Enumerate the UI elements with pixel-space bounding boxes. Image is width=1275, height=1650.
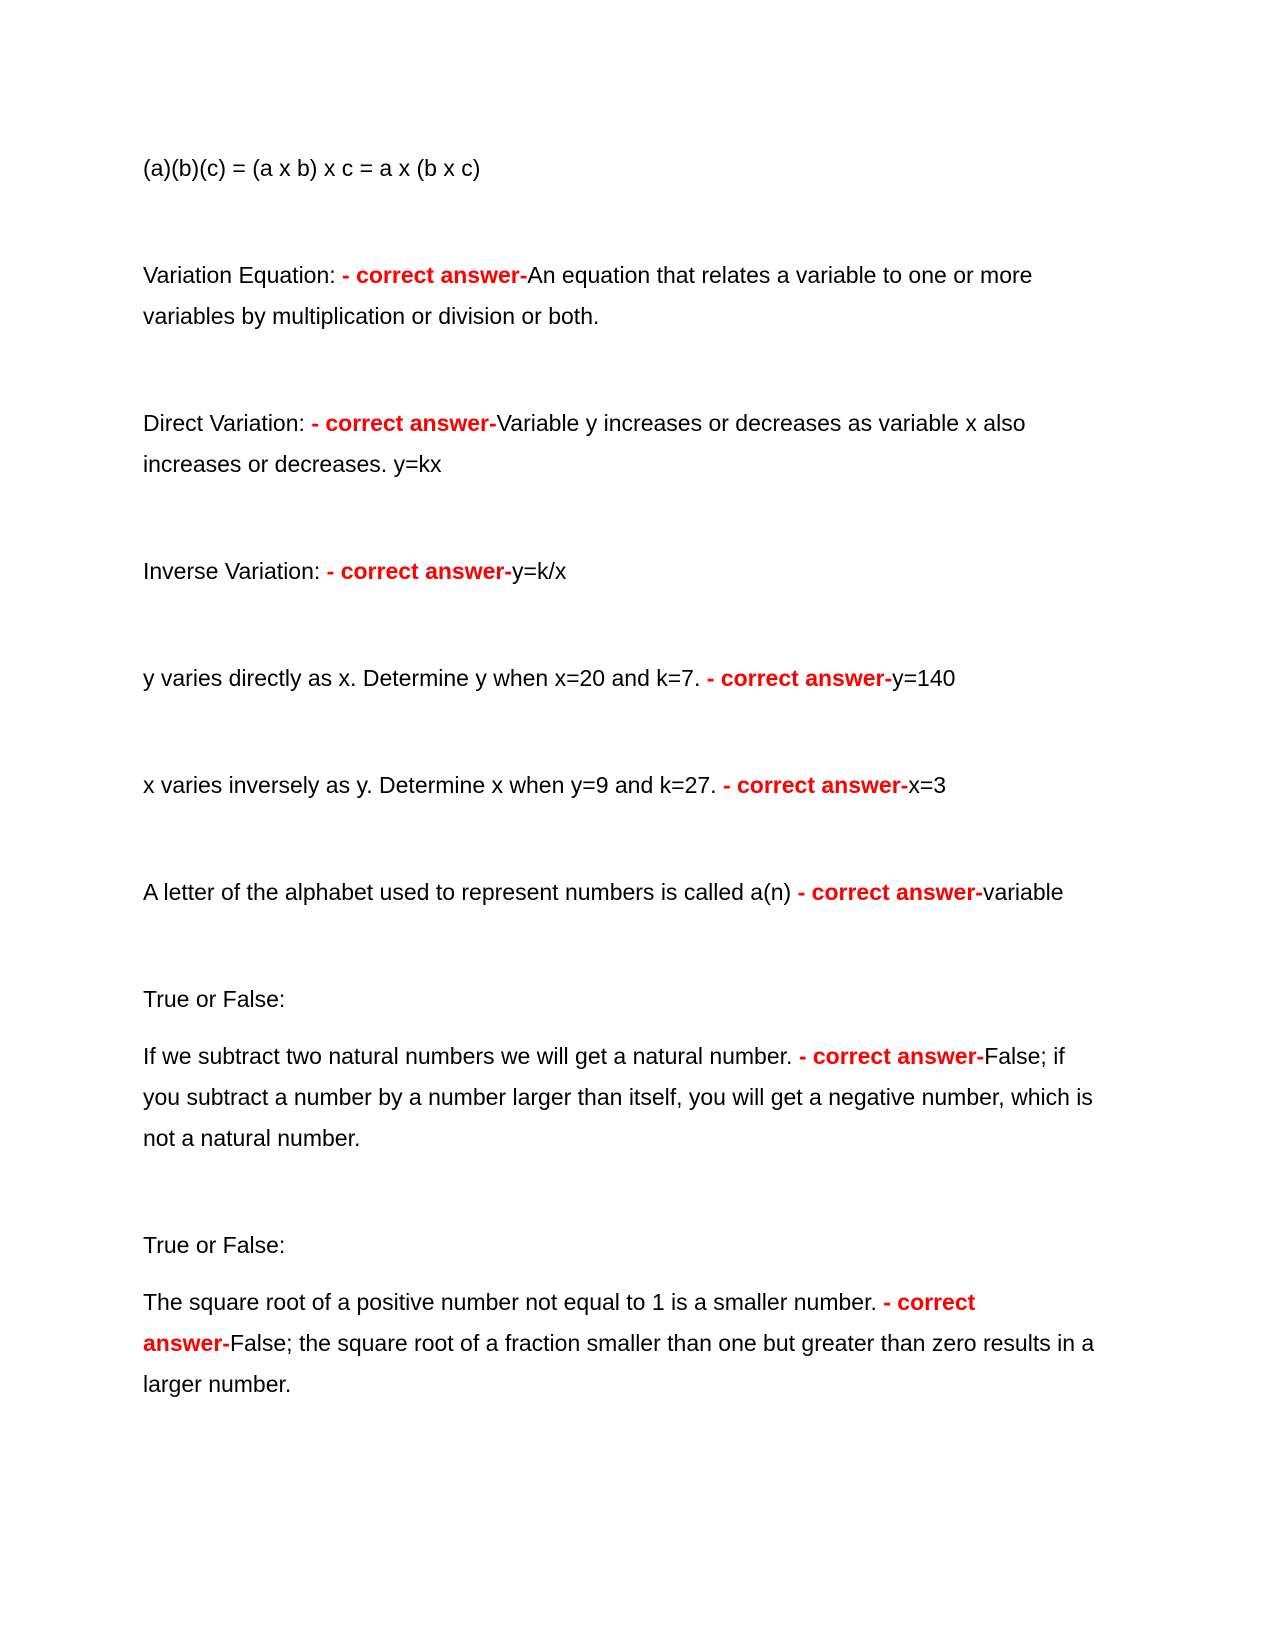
- text-run: x=3: [908, 772, 947, 798]
- text-run: True or False:: [143, 1232, 286, 1258]
- paragraph: [143, 148, 1103, 189]
- text-run: If we subtract two natural numbers we will get a natural number.: [143, 1043, 799, 1069]
- correct-answer-marker: - correct answer-: [798, 1043, 985, 1069]
- text-run: variable: [982, 879, 1064, 905]
- paragraph: [143, 979, 1103, 1020]
- text-run: y=k/x: [512, 558, 567, 584]
- text-run: A letter of the alphabet used to represent numbers is called a(n): [143, 879, 798, 905]
- text-run: y varies directly as x. Determine y when x=20 and k=7.: [143, 665, 707, 691]
- paragraph: [143, 255, 1103, 337]
- paragraph: [143, 765, 1103, 806]
- paragraph: [143, 872, 1103, 913]
- paragraph: [143, 403, 1103, 485]
- paragraph: [143, 1036, 1103, 1159]
- text-run: The square root of a positive number not equal to 1 is a smaller number.: [143, 1289, 884, 1315]
- text-run: ⁠False; if you subtract a number by a number larger than itself, you will get a negative number, which is not a natural number.: [143, 1043, 1093, 1151]
- text-run: y=140: [892, 665, 956, 691]
- text-run: (a)(b)(c) = (a x b) x c = a x (b x c): [143, 155, 481, 181]
- paragraph: [143, 551, 1103, 592]
- text-run: Inverse Variation:: [143, 558, 327, 584]
- correct-answer-marker: - correct answer-: [706, 665, 893, 691]
- correct-answer-marker: - correct answer-: [797, 879, 983, 905]
- paragraph: [143, 1282, 1103, 1405]
- text-run: An equation that relates a variable to one or more variables by multiplication or division or both.: [143, 262, 1033, 329]
- text-run: True or False:: [143, 986, 286, 1012]
- text-run: Variation Equation:: [143, 262, 343, 288]
- paragraph: [143, 1225, 1103, 1266]
- correct-answer-marker: - correct answer-: [722, 772, 909, 798]
- text-run: ⁠False; the square root of a fraction smaller than one but greater than zero results in a larger number.: [143, 1330, 1095, 1397]
- text-run: Direct Variation:: [143, 410, 312, 436]
- correct-answer-marker: - correct answer-: [326, 558, 513, 584]
- text-run: x varies inversely as y. Determine x when y=9 and k=27.: [143, 772, 723, 798]
- correct-answer-marker: - correct answer-: [311, 410, 497, 436]
- correct-answer-marker: - correct answer-: [342, 262, 528, 288]
- text-run: Variable y increases or decreases as variable x also increases or decreases. y=kx: [143, 410, 1026, 477]
- correct-answer-marker: - correct answer-: [143, 1289, 976, 1356]
- document-content: [143, 148, 1103, 1471]
- paragraph: [143, 658, 1103, 699]
